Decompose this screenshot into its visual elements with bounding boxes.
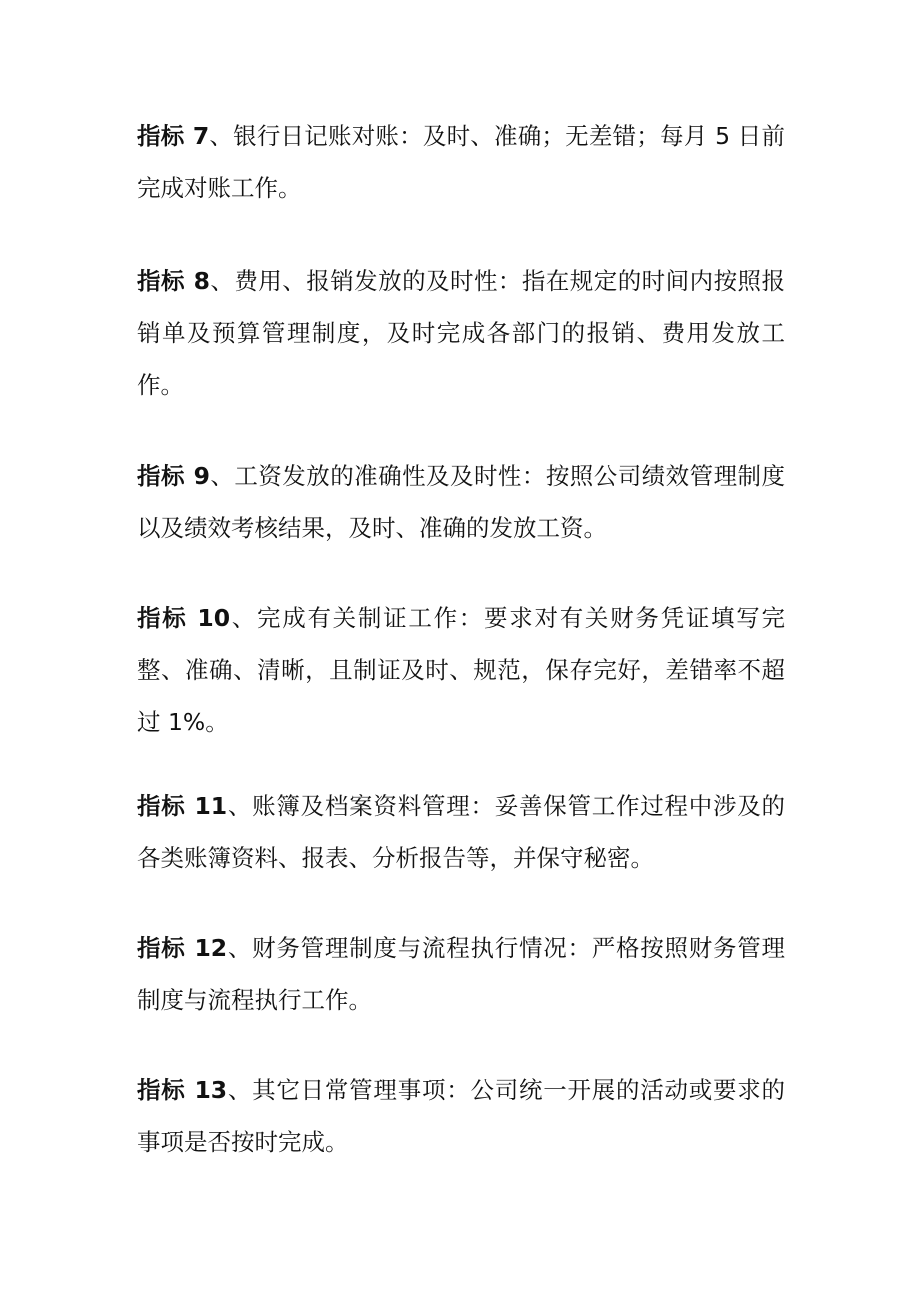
indicator-7-paragraph	[137, 110, 785, 214]
indicator-9-label: 指标 9	[137, 462, 210, 490]
indicator-13-paragraph	[137, 1064, 785, 1168]
indicator-8-label: 指标 8	[137, 267, 210, 295]
indicator-7-text: 、银行日记账对账：及时、准确；无差错；每月 5 日前完成对账工作。	[137, 122, 785, 202]
indicator-10-label: 指标 10	[137, 604, 231, 632]
indicator-11-text: 、账簿及档案资料管理：妥善保管工作过程中涉及的各类账簿资料、报表、分析报告等，并保守秘密。	[137, 792, 786, 872]
indicator-9-text: 、工资发放的准确性及及时性：按照公司绩效管理制度以及绩效考核结果，及时、准确的发放工资。	[137, 462, 785, 542]
indicator-12-text: 、财务管理制度与流程执行情况：严格按照财务管理制度与流程执行工作。	[137, 934, 786, 1014]
indicator-12-label: 指标 12	[137, 934, 228, 962]
indicator-11-label: 指标 11	[137, 792, 228, 820]
indicator-11-paragraph	[137, 780, 785, 884]
indicator-13-text: 、其它日常管理事项：公司统一开展的活动或要求的事项是否按时完成。	[137, 1076, 786, 1156]
indicator-10-paragraph	[137, 592, 785, 748]
indicator-7-label: 指标 7	[137, 122, 210, 150]
indicator-13-label: 指标 13	[137, 1076, 228, 1104]
indicator-10-text: 、完成有关制证工作：要求对有关财务凭证填写完整、准确、清晰，且制证及时、规范，保存完好，差错率不超过 1%。	[137, 604, 785, 736]
indicator-8-paragraph	[137, 255, 785, 411]
indicator-12-paragraph	[137, 922, 785, 1026]
indicator-8-text: 、费用、报销发放的及时性：指在规定的时间内按照报销单及预算管理制度，及时完成各部门的报销、费用发放工作。	[137, 267, 785, 399]
indicator-9-paragraph	[137, 450, 785, 554]
